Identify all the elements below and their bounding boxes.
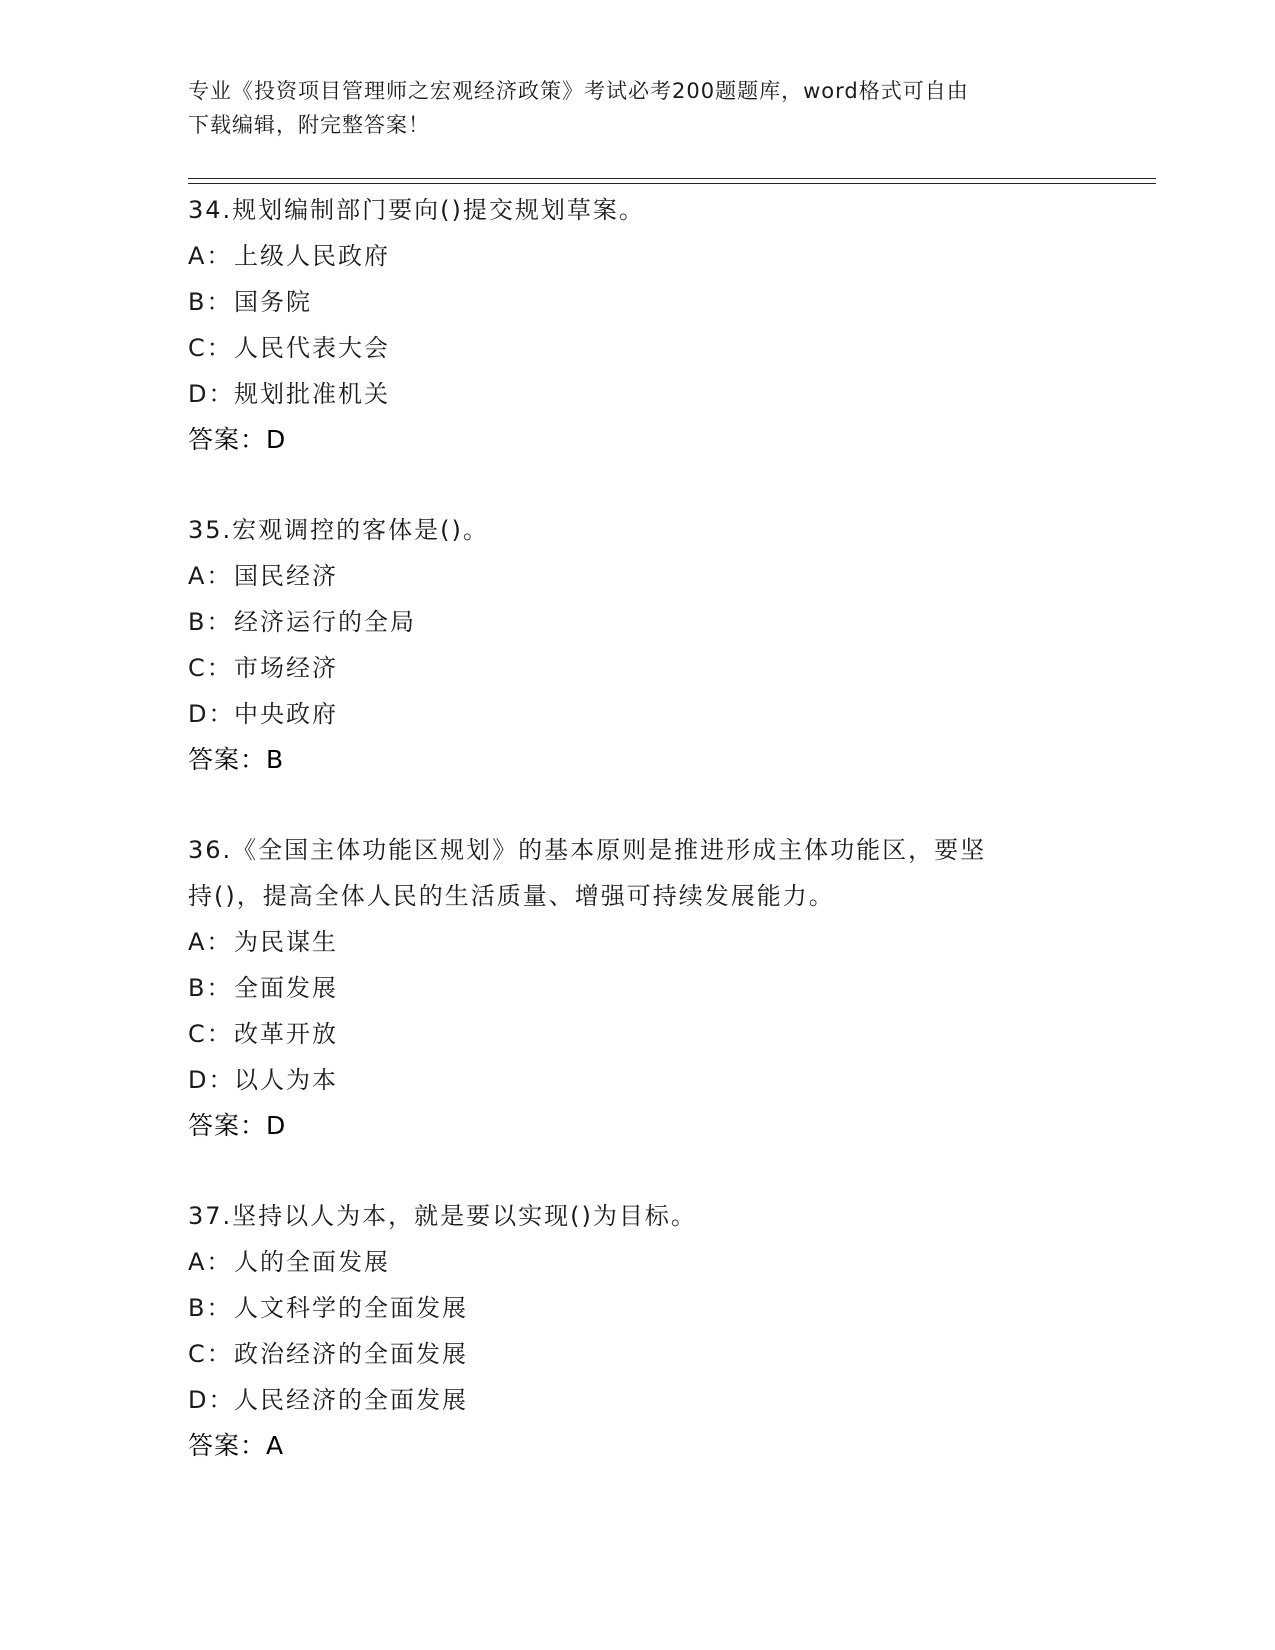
option-d: [188, 1377, 1088, 1423]
option-text: 上级人民政府: [234, 242, 390, 270]
option-b: [188, 965, 1088, 1011]
option-key: C：: [188, 654, 233, 682]
option-text: 国民经济: [234, 562, 338, 590]
document-header: [188, 74, 1088, 142]
option-text: 为民谋生: [234, 928, 338, 956]
question-34: [188, 187, 1088, 463]
option-key: B：: [188, 288, 233, 316]
option-b: [188, 1285, 1088, 1331]
question-list: [188, 187, 1088, 1469]
option-key: B：: [188, 974, 233, 1002]
answer-line: 答案：A: [188, 1431, 285, 1460]
option-key: A：: [188, 928, 233, 956]
option-text: 人的全面发展: [234, 1248, 390, 1276]
option-c: [188, 1331, 1088, 1377]
question-stem: 34.规划编制部门要向()提交规划草案。: [188, 196, 645, 224]
question-stem-continued: 持()，提高全体人民的生活质量、增强可持续发展能力。: [188, 882, 835, 910]
answer-line: 答案：D: [188, 425, 287, 454]
option-text: 全面发展: [234, 974, 338, 1002]
option-key: D：: [188, 380, 235, 408]
option-key: B：: [188, 608, 233, 636]
question-spacer: [188, 463, 1088, 507]
option-text: 以人为本: [234, 1066, 338, 1094]
option-a: [188, 1239, 1088, 1285]
question-stem: 37.坚持以人为本，就是要以实现()为目标。: [188, 1202, 697, 1230]
option-text: 中央政府: [234, 700, 338, 728]
option-text: 市场经济: [234, 654, 338, 682]
option-c: [188, 645, 1088, 691]
option-b: [188, 599, 1088, 645]
option-key: D：: [188, 700, 235, 728]
option-key: B：: [188, 1294, 233, 1322]
question-spacer: [188, 1149, 1088, 1193]
option-text: 人民代表大会: [234, 334, 390, 362]
option-d: [188, 371, 1088, 417]
option-c: [188, 1011, 1088, 1057]
option-key: C：: [188, 1020, 233, 1048]
answer-line: 答案：D: [188, 1111, 287, 1140]
option-d: [188, 691, 1088, 737]
question-stem: 36.《全国主体功能区规划》的基本原则是推进形成主体功能区，要坚: [188, 836, 987, 864]
option-key: A：: [188, 1248, 233, 1276]
option-key: D：: [188, 1066, 235, 1094]
option-a: [188, 233, 1088, 279]
option-text: 人民经济的全面发展: [234, 1386, 468, 1414]
answer-line: 答案：B: [188, 745, 285, 774]
header-line-2: 下载编辑，附完整答案！: [188, 113, 430, 137]
option-key: A：: [188, 242, 233, 270]
question-35: [188, 507, 1088, 783]
question-37: [188, 1193, 1088, 1469]
question-36: [188, 827, 1088, 1149]
option-key: A：: [188, 562, 233, 590]
option-text: 经济运行的全局: [234, 608, 416, 636]
option-text: 改革开放: [234, 1020, 338, 1048]
option-text: 规划批准机关: [234, 380, 390, 408]
option-text: 人文科学的全面发展: [234, 1294, 468, 1322]
header-divider-top: [188, 178, 1156, 179]
option-b: [188, 279, 1088, 325]
option-key: D：: [188, 1386, 235, 1414]
option-key: C：: [188, 1340, 233, 1368]
option-text: 国务院: [234, 288, 312, 316]
option-text: 政治经济的全面发展: [234, 1340, 468, 1368]
option-c: [188, 325, 1088, 371]
header-line-1: 专业《投资项目管理师之宏观经济政策》考试必考200题题库，word格式可自由: [188, 79, 969, 103]
option-a: [188, 553, 1088, 599]
option-key: C：: [188, 334, 233, 362]
question-stem: 35.宏观调控的客体是()。: [188, 516, 489, 544]
option-d: [188, 1057, 1088, 1103]
question-spacer: [188, 783, 1088, 827]
option-a: [188, 919, 1088, 965]
header-divider-bottom: [188, 183, 1156, 184]
